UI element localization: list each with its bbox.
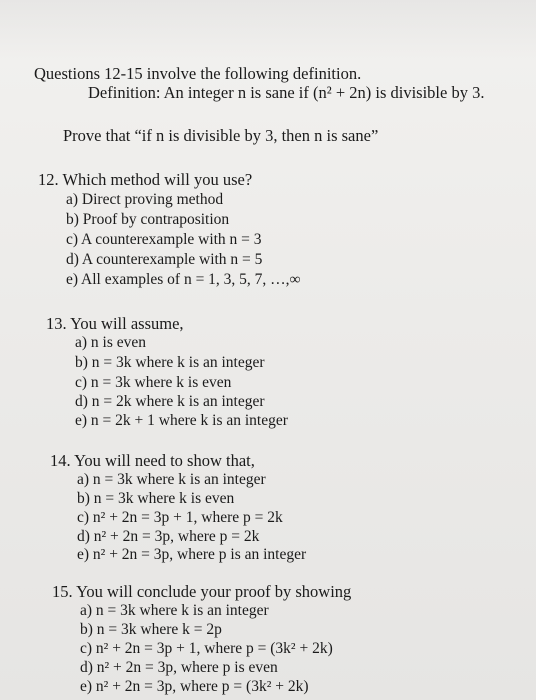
q15-option-b: b) n = 3k where k = 2p [80,621,222,638]
q14-option-a: a) n = 3k where k is an integer [77,471,266,488]
q15-option-d: d) n² + 2n = 3p, where p is even [80,659,278,676]
q12-option-c: c) A counterexample with n = 3 [66,231,262,248]
q12-option-b: b) Proof by contraposition [66,211,230,228]
question-14: 14. You will need to show that, [50,451,255,470]
q14-option-c: c) n² + 2n = 3p + 1, where p = 2k [77,509,283,526]
q13-option-e: e) n = 2k + 1 where k is an integer [75,412,288,429]
question-15: 15. You will conclude your proof by showing [52,582,352,601]
q14-option-d: d) n² + 2n = 3p, where p = 2k [77,528,260,545]
q12-option-e: e) All examples of n = 1, 3, 5, 7, …,∞ [66,271,301,288]
q13-option-d: d) n = 2k where k is an integer [75,393,265,410]
q13-option-a: a) n is even [75,334,147,351]
q12-option-d: d) A counterexample with n = 5 [66,251,263,268]
question-12: 12. Which method will you use? [38,170,253,189]
question-13: 13. You will assume, [46,314,184,333]
q12-option-a: a) Direct proving method [66,191,224,208]
q14-option-b: b) n = 3k where k is even [77,490,235,507]
q15-option-c: c) n² + 2n = 3p + 1, where p = (3k² + 2k) [80,640,333,657]
q13-option-b: b) n = 3k where k is an integer [75,354,265,371]
intro-text: Questions 12-15 involve the following definition. [34,64,362,83]
q15-option-e: e) n² + 2n = 3p, where p = (3k² + 2k) [80,678,309,695]
q14-option-e: e) n² + 2n = 3p, where p is an integer [77,546,307,563]
prove-statement: Prove that “if n is divisible by 3, then n is sane” [63,126,379,145]
q13-option-c: c) n = 3k where k is even [75,374,232,391]
definition-text: Definition: An integer n is sane if (n² + 2n) is divisible by 3. [88,83,485,102]
q15-option-a: a) n = 3k where k is an integer [80,602,269,619]
page-shadow [0,0,536,60]
